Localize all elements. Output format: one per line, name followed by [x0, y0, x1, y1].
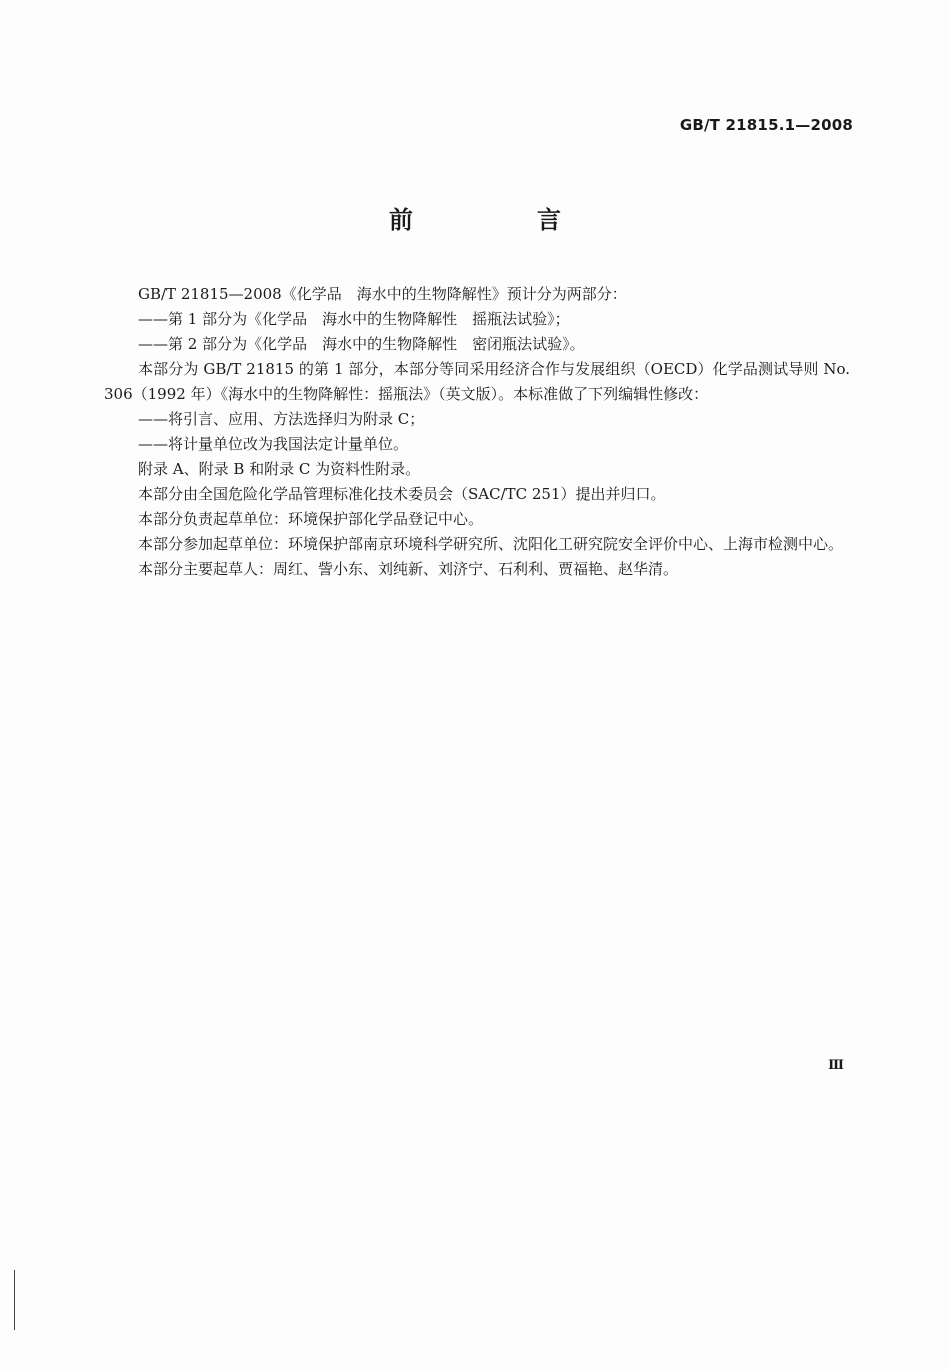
paragraph-edit-1: ——将引言、应用、方法选择归为附录 C； [138, 410, 425, 428]
paragraph-proposer: 本部分由全国危险化学品管理标准化技术委员会（SAC/TC 251）提出并归口。 [138, 485, 666, 503]
paragraph-drafters: 本部分主要起草人：周红、訾小东、刘纯新、刘济宁、石利利、贾福艳、赵华清。 [138, 560, 679, 578]
paragraph-edit-2: ——将计量单位改为我国法定计量单位。 [138, 435, 409, 453]
paragraph-part1: ——第 1 部分为《化学品 海水中的生物降解性 摇瓶法试验》； [138, 310, 570, 328]
paragraph-intro: GB/T 21815—2008《化学品 海水中的生物降解性》预计分为两部分： [138, 285, 627, 303]
foreword-body [104, 282, 850, 582]
standard-number: GB/T 21815.1—2008 [679, 116, 853, 134]
scan-edge-line [14, 1270, 15, 1330]
paragraph-drafting-unit: 本部分负责起草单位：环境保护部化学品登记中心。 [138, 510, 484, 528]
page-title: 前 言 [389, 206, 611, 234]
paragraph-adoption: 本部分为 GB/T 21815 的第 1 部分，本部分等同采用经济合作与发展组织（OECD）化学品测试导则 No. 306（1992 年）《海水中的生物降解性：摇瓶法》（英文版）。本标准做了下列编辑性修改： [104, 360, 850, 403]
paragraph-part2: ——第 2 部分为《化学品 海水中的生物降解性 密闭瓶法试验》。 [138, 335, 585, 353]
paragraph-participating-units: 本部分参加起草单位：环境保护部南京环境科学研究所、沈阳化工研究院安全评价中心、上海市检测中心。 [138, 535, 844, 553]
paragraph-annexes: 附录 A、附录 B 和附录 C 为资料性附录。 [138, 460, 421, 478]
page-number: Ⅲ [828, 1058, 844, 1073]
